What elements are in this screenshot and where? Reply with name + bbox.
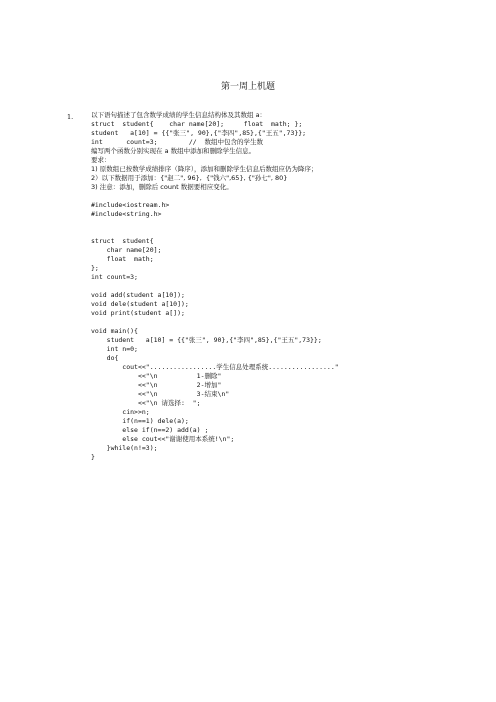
code-line: if(n==1) dele(a); [91,417,189,425]
question-text-line: 编写两个函数分别实现在 a 数组中添加和删除学生信息。 [91,147,256,155]
code-line: }while(n!=3); [91,444,158,452]
code-line: <<"\n 2-增加" [91,381,222,389]
question-text-line: 以下语句描述了包含数学成绩的学生信息结构体及其数组 a： [91,111,267,119]
code-line: int count=3; [91,273,138,281]
code-line: void print(student a[]); [91,309,185,317]
code-line: } [91,453,95,461]
code-line: do{ [91,354,119,362]
question-text-line: student a[10] = {{"张三", 90},{"李四",85},{"王五",73}}; [91,129,307,137]
code-line: void main(){ [91,327,138,335]
code-line: #include<string.h> [91,210,162,218]
code-line: char name[20]; [91,246,162,254]
code-line: <<"\n 3-结束\n" [91,390,230,398]
code-line: else if(n==2) add(a) ; [91,426,209,434]
code-line: int n=0; [91,345,138,353]
code-line: void add(student a[10]); [91,291,185,299]
question-text-line: int count=3; // 数组中包含的学生数 [91,138,263,146]
code-line: void dele(student a[10]); [91,300,189,308]
code-line: cin>>n; [91,408,150,416]
question-text-line: 2）以下数据用于添加：{"赵二", 96}, {"钱六",65}, {"孙七", 80} [91,174,288,182]
question-text-line: struct student{ char name[20]; float math; }; [91,120,303,128]
code-line: student a[10] = {{"张三", 90},{"李四",85},{"王五",73}}; [91,336,322,344]
question-text-line: 要求： [91,156,111,164]
question-number: 1. [67,113,74,121]
code-line: float math; [91,255,154,263]
code-line: <<"\n 1-删除" [91,372,222,380]
code-line: }; [91,264,99,272]
page-title: 第一周上机题 [220,82,275,92]
code-line: #include<iostream.h> [91,201,170,209]
code-line: cout<<".................学生信息处理系统................." [91,363,339,371]
code-line: else cout<<"谢谢使用本系统!\n"; [91,435,235,443]
code-line: struct student{ [91,237,154,245]
question-text-line: 1) 原数组已按数学成绩排序（降序），添加和删除学生信息后数组应仍为降序； [91,165,318,173]
question-text-line: 3) 注意：添加，删除后 count 数据要相应变化。 [91,183,233,191]
code-line: <<"\n 请选择: "; [91,399,201,407]
